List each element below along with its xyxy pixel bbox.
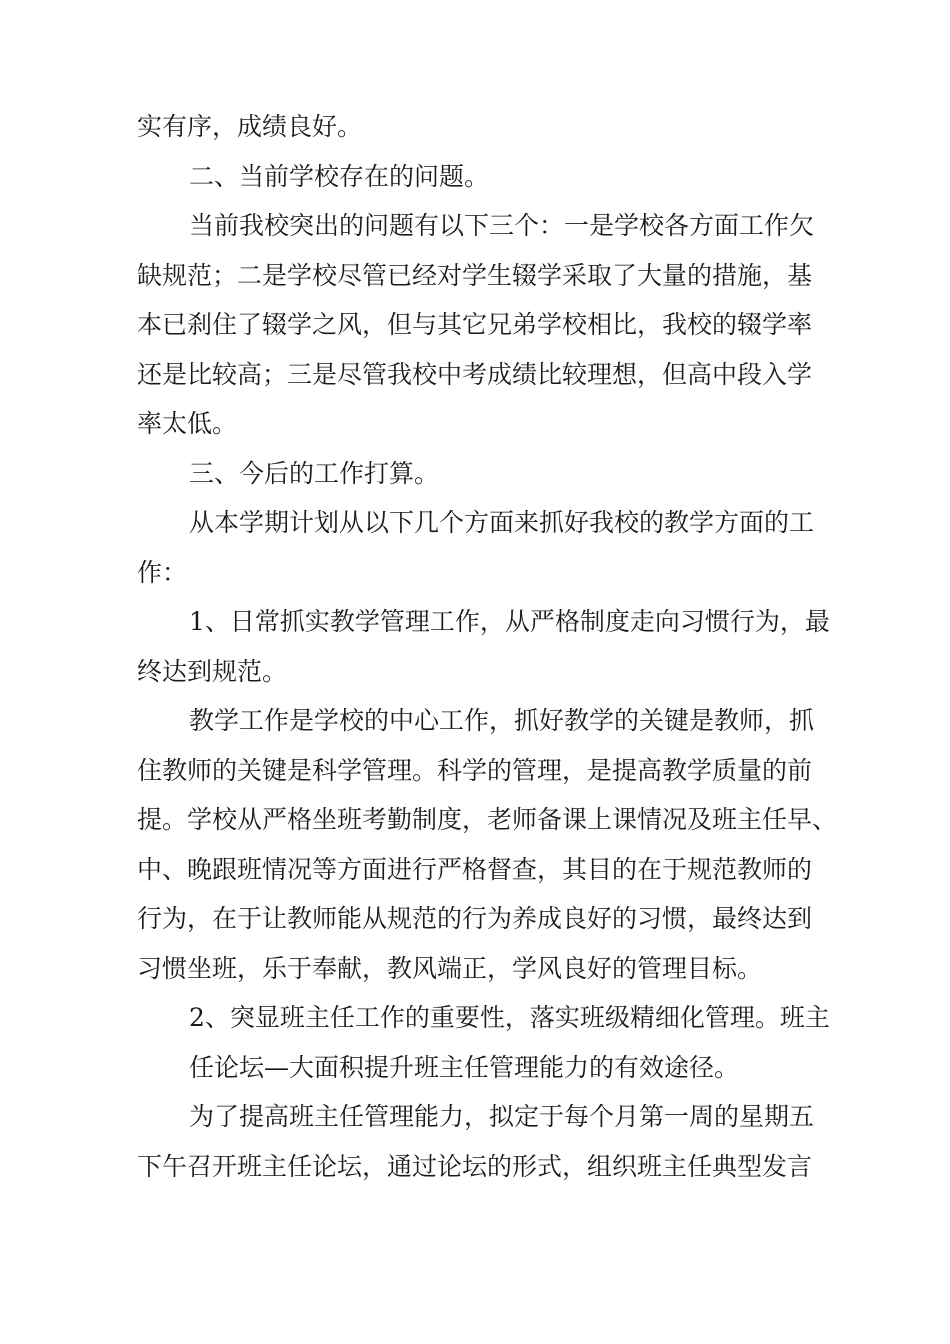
text-line: 下午召开班主任论坛，通过论坛的形式，组织班主任典型发言 (137, 1151, 813, 1181)
text-line: 任论坛—大面积提升班主任管理能力的有效途径。 (189, 1052, 740, 1082)
text-line: 作： (137, 557, 188, 587)
text-line: 还是比较高；三是尽管我校中考成绩比较理想，但高中段入学 (137, 359, 813, 389)
text-line: 为了提高班主任管理能力，拟定于每个月第一周的星期五 (189, 1102, 815, 1131)
list-item-heading-2: 2、突显班主任工作的重要性，落实班级精细化管理。班主 (189, 1003, 830, 1032)
text-line: 教学工作是学校的中心工作，抓好教学的关键是教师，抓 (189, 706, 815, 735)
text-line: 中、晚跟班情况等方面进行严格督查，其目的在于规范教师的 (137, 854, 813, 884)
text-line: 住教师的关键是科学管理。科学的管理，是提高教学质量的前 (137, 755, 813, 785)
text-line: 行为，在于让教师能从规范的行为养成良好的习惯，最终达到 (137, 904, 813, 933)
text-line: 当前我校突出的问题有以下三个：一是学校各方面工作欠 (189, 211, 815, 240)
section-heading-plans: 三、今后的工作打算。 (189, 458, 440, 488)
text-line: 率太低。 (137, 409, 238, 438)
text-line: 从本学期计划从以下几个方面来抓好我校的教学方面的工 (189, 508, 815, 537)
text-line: 缺规范；二是学校尽管已经对学生辍学采取了大量的措施，基 (137, 260, 813, 290)
text-line: 提。学校从严格坐班考勤制度，老师备课上课情况及班主任早、 (137, 805, 838, 834)
document-body (137, 102, 838, 1191)
text-line: 实有序，成绩良好。 (137, 112, 363, 141)
text-line: 本已刹住了辍学之风，但与其它兄弟学校相比，我校的辍学率 (137, 310, 813, 339)
text-line: 习惯坐班，乐于奉献，教风端正，学风良好的管理目标。 (137, 953, 763, 983)
text-line: 终达到规范。 (137, 656, 288, 686)
list-item-heading-1: 1、日常抓实教学管理工作，从严格制度走向习惯行为，最 (189, 607, 830, 636)
section-heading-problems: 二、当前学校存在的问题。 (189, 161, 490, 191)
